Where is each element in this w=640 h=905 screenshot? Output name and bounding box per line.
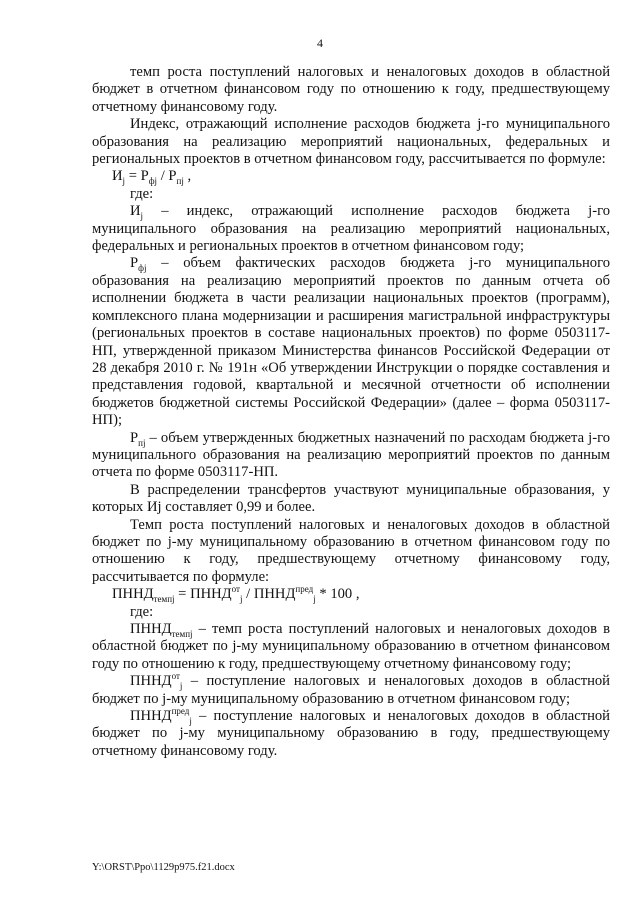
where-label-2: где:	[130, 603, 154, 620]
paragraph-intro: темп роста поступлений налоговых и неналоговых доходов в областной бюджет в отчетном финансовом году по отношению к году, предшествующему отчетному финансовому году.	[92, 64, 610, 115]
formula-index: $И_j = Р_{фj} / Р_{пj}$ ,	[112, 168, 192, 187]
page-number: 4	[317, 36, 323, 50]
paragraph-distribution: В распределении трансфертов участвуют муниципальные образования, у которых Иj составляет 0,99 и более.	[92, 481, 610, 516]
footer-file-path: Y:\ORST\Ppo\1129p975.f21.docx	[92, 862, 235, 873]
formula-growth-rate: $ПННД_{темпj}$ = $ПННД^{от}_j$ / $ПННД^{пред}_j * 100$ ,	[112, 584, 360, 605]
page-content	[92, 64, 610, 760]
definition-index: $И_j$ – индекс, отражающий исполнение расходов бюджета j-го муниципального образования на реализацию мероприятий национальных, федеральных и региональных проектов в отчетном финансовом году;	[92, 203, 610, 255]
definition-revenue-reporting-year: $ПННД^{от}_j$ – поступление налоговых и неналоговых доходов в областной бюджет по j-му муниципальному образованию в отчетном финансовом году;	[92, 671, 610, 707]
definition-revenue-previous-year: $ПННД^{пред}_j$ – поступление налоговых и неналоговых доходов в областной бюджет по j-му муниципальному образованию в году, предшествующему отчетному финансовому году.	[92, 706, 610, 759]
definition-growth-rate: $ПННД_{темпj}$ – темп роста поступлений налоговых и неналоговых доходов в областной бюджет по j-му муниципальному образованию в отчетном финансовом году по отношению к году, предшествующему отчетному финансовому году;	[92, 621, 610, 672]
definition-approved-appropriations: $Р_{пj}$ – объем утвержденных бюджетных назначений по расходам бюджета j-го муниципального образования на реализацию мероприятий проектов по данным отчета по форме 0503117-НП.	[92, 429, 610, 481]
paragraph-growth-rate: Темп роста поступлений налоговых и неналоговых доходов в областной бюджет по j-му муниципальному образованию в отчетном финансовом году по отношению к году, предшествующему отчетному финансовому году, рассчитывается по формуле:	[92, 516, 610, 585]
definition-actual-expenses: $Р_{фj}$ – объем фактических расходов бюджета j-го муниципального образования на реализацию мероприятий проектов по данным отчета об исполнении бюджета в части реализации национальных проектов (программ), комплексного плана модернизации и расширения магистральной инфраструктуры (региональных проектов в составе национальных проектов) по форме 0503117-НП, утвержденной приказом Министерства финансов Российской Федерации от 28 декабря 2010 г. № 191н «Об утверждении Инструкции о порядке составления и представления годовой, квартальной и месячной отчетности об исполнении бюджетов бюджетной системы Российской Федерации» (далее – форма 0503117-НП);	[92, 255, 610, 429]
paragraph-index-description: Индекс, отражающий исполнение расходов бюджета j-го муниципального образования на реализацию мероприятий национальных, федеральных и региональных проектов в отчетном финансовом году, рассчитывается по формуле:	[92, 116, 610, 168]
where-label-1: где:	[130, 185, 154, 202]
